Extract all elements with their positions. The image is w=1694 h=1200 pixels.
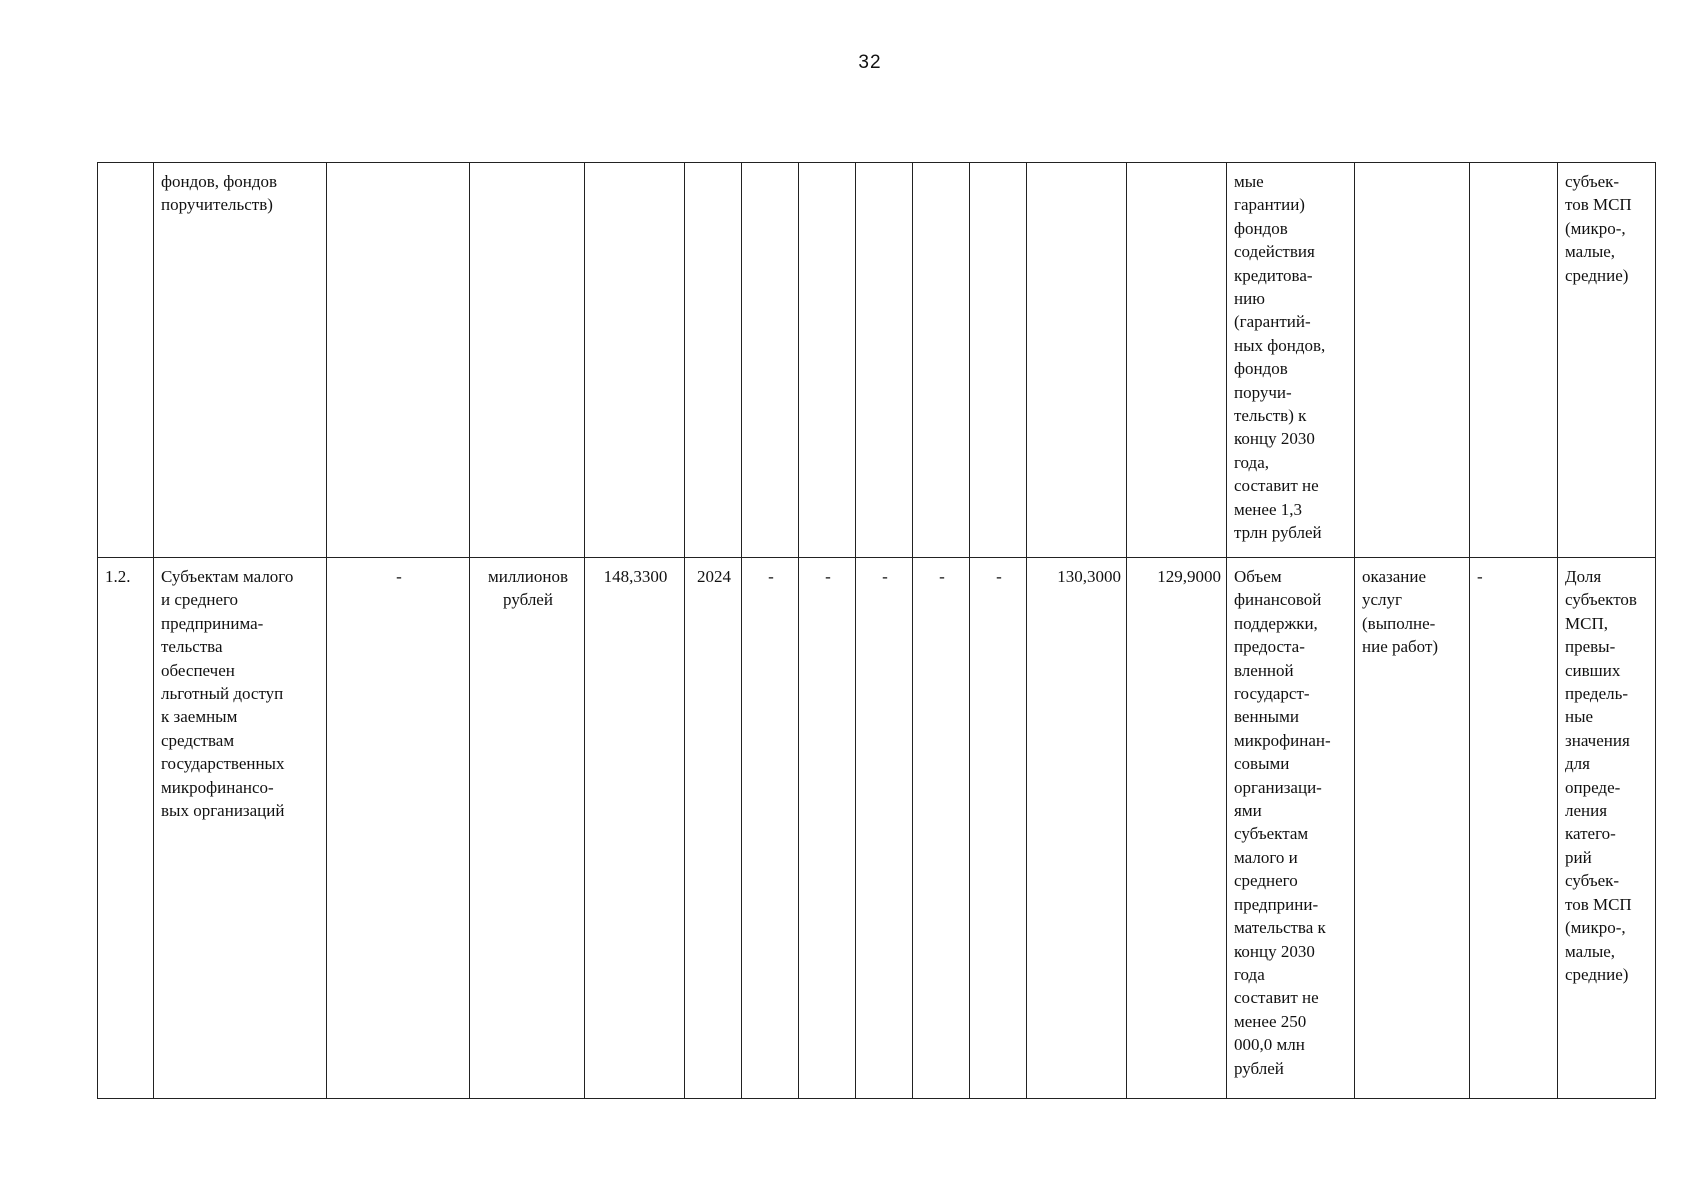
cell-number: 1.2.: [98, 558, 154, 1099]
cell-value-2: 129,9000: [1127, 558, 1227, 1099]
cell-year-value: [913, 163, 970, 558]
table-row: [98, 163, 1656, 558]
cell-year-value: -: [970, 558, 1027, 1099]
cell-value-1: [1027, 163, 1127, 558]
cell-name: Субъектам малого и среднего предпринима- тельства обеспечен льготный доступ к заемным средствам государственных микрофинансо- вых организаций: [154, 558, 327, 1099]
cell-base-year: 2024: [685, 558, 742, 1099]
cell-type: [1355, 163, 1470, 558]
cell-result: Объем финансовой поддержки, предоста- вленной государст- венными микрофинан- совыми организаци- ями субъектам малого и среднего предприни- мательства к концу 2030 года составит не менее 250 000,0 млн рублей: [1227, 558, 1355, 1099]
cell-col3: [327, 163, 470, 558]
cell-indicator: Доля субъектов МСП, превы- сивших предель- ные значения для опреде- ления катего- рий субъек- тов МСП (микро-, малые, средние): [1558, 558, 1656, 1099]
cell-value-2: [1127, 163, 1227, 558]
cell-indicator: субъек- тов МСП (микро-, малые, средние): [1558, 163, 1656, 558]
cell-year-value: [742, 163, 799, 558]
document-table: [97, 162, 1656, 1099]
cell-year-value: [856, 163, 913, 558]
cell-result: мые гарантии) фондов содействия кредитова- нию (гарантий- ных фондов, фондов поручи- тельств) к концу 2030 года, составит не менее 1,3 трлн рублей: [1227, 163, 1355, 558]
cell-year-value: -: [799, 558, 856, 1099]
cell-value-1: 130,3000: [1027, 558, 1127, 1099]
cell-col16: -: [1470, 558, 1558, 1099]
cell-base-year: [685, 163, 742, 558]
cell-year-value: [970, 163, 1027, 558]
cell-number: [98, 163, 154, 558]
page-number: 32: [858, 52, 882, 73]
cell-base-value: [585, 163, 685, 558]
table-row: [98, 558, 1656, 1099]
cell-name: фондов, фондов поручительств): [154, 163, 327, 558]
cell-year-value: [799, 163, 856, 558]
cell-col16: [1470, 163, 1558, 558]
cell-year-value: -: [913, 558, 970, 1099]
cell-col3: -: [327, 558, 470, 1099]
cell-type: оказание услуг (выполне- ние работ): [1355, 558, 1470, 1099]
cell-year-value: -: [856, 558, 913, 1099]
cell-year-value: -: [742, 558, 799, 1099]
cell-base-value: 148,3300: [585, 558, 685, 1099]
cell-unit: [470, 163, 585, 558]
cell-unit: миллионов рублей: [470, 558, 585, 1099]
